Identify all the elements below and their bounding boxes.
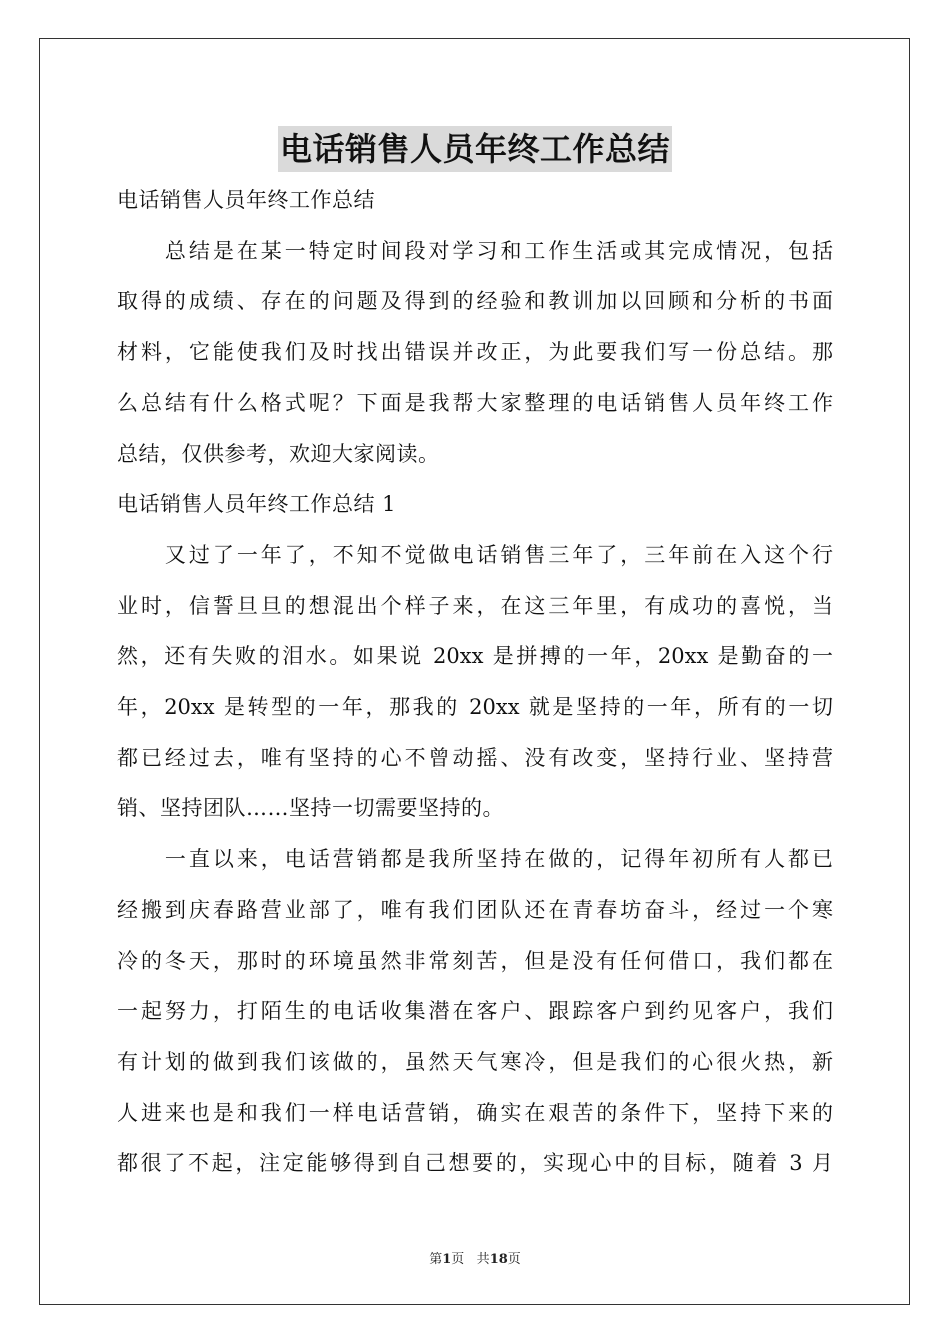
text-line: 业时，信誓旦旦的想混出个样子来，在这三年里，有成功的喜悦，当 [117,593,833,618]
text-line: 么总结有什么格式呢？下面是我帮大家整理的电话销售人员年终工作 [117,390,833,415]
text-line: 总结，仅供参考，欢迎大家阅读。 [117,441,440,466]
text-line: 总结是在某一特定时间段对学习和工作生活或其完成情况，包括 [117,238,833,263]
text-line: 然，还有失败的泪水。如果说 20xx 是拼搏的一年，20xx 是勤奋的一 [117,644,833,669]
text-line: 又过了一年了，不知不觉做电话销售三年了，三年前在入这个行 [117,542,833,567]
text-line: 材料，它能使我们及时找出错误并改正，为此要我们写一份总结。那 [117,340,833,365]
document-title: 电话销售人员年终工作总结 [278,126,672,172]
footer-total-pages: 18 [489,1252,508,1267]
text-line: 电话销售人员年终工作总结 1 [117,492,397,517]
text-line: 取得的成绩、存在的问题及得到的经验和教训加以回顾和分析的书面 [117,289,833,314]
footer-page-unit: 页 [451,1252,465,1267]
text-line: 经搬到庆春路营业部了，唯有我们团队还在青春坊奋斗，经过一个寒 [117,897,833,922]
title-container [0,126,950,172]
text-line: 都很了不起，注定能够得到自己想要的，实现心中的目标，随着 3 月 [117,1151,833,1176]
text-line: 一直以来，电话营销都是我所坚持在做的，记得年初所有人都已 [117,847,833,872]
footer-total-prefix: 共 [476,1252,490,1267]
text-line: 一起努力，打陌生的电话收集潜在客户、跟踪客户到约见客户，我们 [117,999,833,1024]
footer-page-number: 1 [442,1252,452,1267]
footer-total-unit: 页 [507,1252,521,1267]
text-line: 都已经过去，唯有坚持的心不曾动摇、没有改变，坚持行业、坚持营 [117,745,833,770]
text-line: 冷的冬天，那时的环境虽然非常刻苦，但是没有任何借口，我们都在 [117,948,833,973]
text-line: 电话销售人员年终工作总结 [117,188,375,212]
text-line: 年，20xx 是转型的一年，那我的 20xx 就是坚持的一年，所有的一切 [117,695,833,719]
text-line: 销、坚持团队……坚持一切需要坚持的。 [117,796,504,821]
text-line: 有计划的做到我们该做的，虽然天气寒冷，但是我们的心很火热，新 [117,1049,833,1074]
footer-page-prefix: 第 [429,1252,443,1267]
text-line: 人进来也是和我们一样电话营销，确实在艰苦的条件下，坚持下来的 [117,1100,833,1125]
page-footer [0,1248,950,1267]
